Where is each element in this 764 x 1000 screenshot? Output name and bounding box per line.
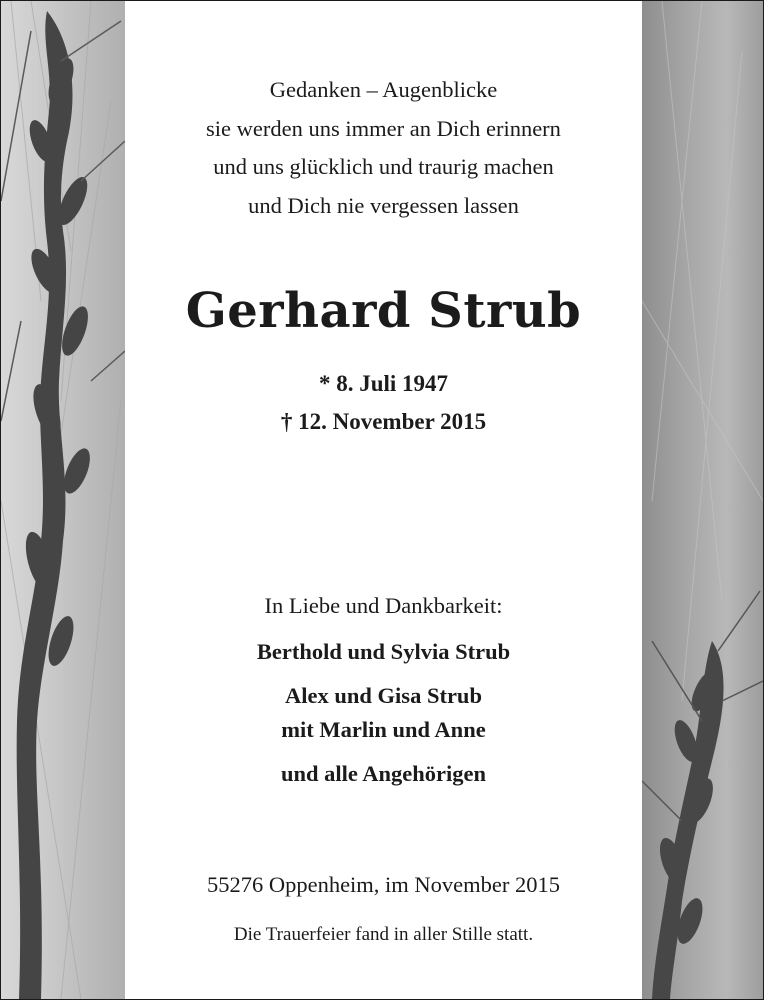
mourner-group xyxy=(125,757,642,791)
birth-date: * 8. Juli 1947 xyxy=(318,371,449,396)
wheat-ear-image xyxy=(1,1,125,999)
dedication-line: In Liebe und Dankbarkeit: xyxy=(264,593,503,618)
place-and-date: 55276 Oppenheim, im November 2015 xyxy=(206,872,561,897)
mourner-line: Alex und Gisa Strub xyxy=(285,683,482,708)
memorial-poem xyxy=(125,71,642,225)
poem-line: und Dich nie vergessen lassen xyxy=(248,192,519,218)
life-dates xyxy=(125,365,642,441)
mourner-group xyxy=(125,679,642,747)
obituary-text-column xyxy=(125,1,642,999)
wheat-ear-image xyxy=(642,1,763,999)
death-date: † 12. November 2015 xyxy=(280,409,487,434)
mourner-line: und alle Angehörigen xyxy=(280,761,487,786)
funeral-note: Die Trauerfeier fand in aller Stille statt. xyxy=(233,924,534,945)
mourner-line: Berthold und Sylvia Strub xyxy=(256,639,511,664)
mourner-group xyxy=(125,635,642,669)
poem-line: sie werden uns immer an Dich erinnern xyxy=(206,115,561,141)
deceased-name: Gerhard Strub xyxy=(185,283,582,339)
poem-line: Gedanken – Augenblicke xyxy=(269,77,498,102)
mourner-line: mit Marlin und Anne xyxy=(281,717,486,742)
wheat-photo-right xyxy=(642,1,763,999)
mourners-list xyxy=(125,635,642,801)
wheat-photo-left xyxy=(1,1,125,999)
poem-line: und uns glücklich und traurig machen xyxy=(213,154,554,179)
